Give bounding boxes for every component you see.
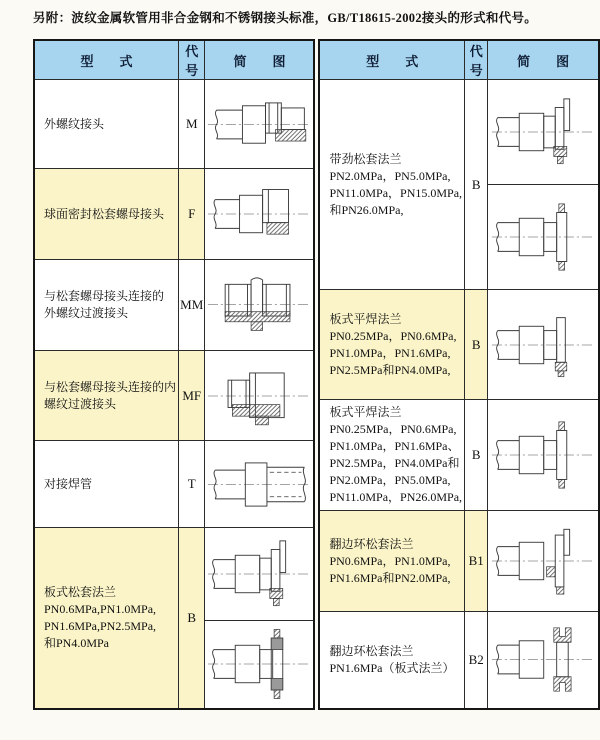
type-label-line: PN1.6MPa,PN2.5MPa,	[44, 618, 157, 633]
left-table-row	[34, 169, 314, 259]
right-table-row	[319, 511, 599, 612]
type-cell	[34, 259, 179, 350]
diagram-cell	[205, 441, 315, 528]
type-label-line: PN11.0MPa，PN26.0MPa,	[329, 490, 463, 504]
right-diagram-header: 简 图	[488, 40, 599, 80]
type-label-line: 带劲松套法兰	[329, 151, 402, 166]
diagram-cell	[205, 169, 315, 259]
diagram-cell	[488, 612, 599, 709]
code-cell: B	[465, 80, 488, 290]
loose-nut-fitting-diagram	[205, 173, 313, 255]
diagram-cell	[488, 80, 599, 185]
plate-flange-diagram	[489, 299, 597, 391]
diagram-cell	[205, 350, 315, 440]
type-label-line: PN0.25MPa，PN0.6MPa,	[329, 328, 457, 343]
type-label-line: PN1.0MPa，PN1.6MPa、	[329, 439, 460, 453]
code-cell: T	[179, 441, 205, 528]
type-label-line: 螺纹过渡接头	[44, 396, 117, 411]
type-label-line: 对接焊管	[44, 476, 93, 491]
type-cell	[319, 80, 464, 290]
male-thread-fitting-diagram	[205, 84, 313, 165]
diagram-cell	[205, 620, 315, 708]
code-cell: B1	[465, 511, 488, 612]
diagram-cell	[205, 528, 315, 620]
right-table-row	[319, 612, 599, 709]
type-label-line: PN2.0MPa，PN5.0MPa,	[329, 473, 451, 487]
left-table-row	[34, 441, 314, 528]
welded-flange-diagram	[489, 191, 597, 283]
type-label-line: 翻边环松套法兰	[329, 536, 414, 551]
type-cell	[34, 528, 179, 709]
type-label-line: 翻边环松套法兰	[329, 643, 414, 658]
type-label-line: 与松套螺母接头连接的内	[44, 379, 177, 394]
type-label-line: 板式松套法兰	[44, 584, 117, 599]
type-label-line: PN2.5MPa和PN4.0MPa,	[329, 362, 451, 377]
left-table-row	[34, 528, 314, 620]
type-label-line: 与松套螺母接头连接的	[44, 288, 165, 303]
neck-flange-diagram	[489, 86, 597, 178]
diagram-cell	[488, 511, 599, 612]
left-code-header: 代号	[179, 40, 205, 80]
type-cell	[319, 290, 464, 400]
code-cell: F	[179, 169, 205, 259]
type-label-line: 和PN26.0MPa,	[329, 202, 404, 217]
type-label-line: PN1.0MPa，PN1.6MPa,	[329, 345, 451, 360]
type-cell	[34, 80, 179, 169]
page-title: 另附：波纹金属软管用非合金钢和不锈钢接头标准，GB/T18615-2002接头的形式和代号。	[33, 11, 538, 25]
type-label-line: PN2.0MPa，PN5.0MPa,	[329, 168, 451, 183]
butt-weld-pipe-diagram	[205, 445, 313, 524]
type-label-line: 外螺纹接头	[44, 116, 105, 131]
type-label-line: 外螺纹过渡接头	[44, 305, 129, 320]
male-female-adapter-diagram	[205, 355, 313, 437]
type-label-line: PN11.0MPa，PN15.0MPa,	[329, 185, 463, 200]
type-label-line: 板式平焊法兰	[329, 405, 402, 419]
code-cell: M	[179, 80, 205, 169]
fittings-table-left	[33, 39, 315, 710]
left-type-header: 型 式	[34, 40, 179, 80]
clamp-flange-diagram	[489, 615, 597, 704]
neck-flange-diagram	[205, 532, 313, 616]
diagram-cell	[488, 400, 599, 511]
type-cell	[34, 169, 179, 259]
type-label-line: PN0.6MPa，PN1.0MPa,	[329, 553, 451, 568]
code-cell: MM	[179, 259, 205, 350]
left-diagram-header: 简 图	[205, 40, 315, 80]
code-cell: B	[465, 290, 488, 400]
right-table-row	[319, 80, 599, 185]
type-label-line: 板式平焊法兰	[329, 311, 402, 326]
fittings-table-group	[33, 39, 600, 710]
welded-flange-diagram	[489, 409, 597, 501]
type-cell	[319, 400, 464, 511]
plate-flange-variant-diagram	[205, 624, 313, 704]
type-cell	[34, 350, 179, 440]
type-cell	[34, 441, 179, 528]
type-label-line: 球面密封松套螺母接头	[44, 206, 165, 221]
diagram-cell	[205, 259, 315, 350]
right-table-row	[319, 290, 599, 400]
code-cell: MF	[179, 350, 205, 440]
left-table-row	[34, 80, 314, 169]
code-cell: B	[179, 528, 205, 709]
type-label-line: PN1.6MPa（板式法兰）	[329, 660, 455, 675]
type-cell	[319, 612, 464, 709]
diagram-cell	[488, 185, 599, 290]
male-male-adapter-diagram	[205, 263, 313, 346]
right-table-row	[319, 400, 599, 511]
left-table-row	[34, 350, 314, 440]
type-label-line: PN1.6MPa和PN2.0MPa,	[329, 570, 451, 585]
type-label-line: 和PN4.0MPa	[44, 635, 110, 650]
type-cell	[319, 511, 464, 612]
code-cell: B	[465, 400, 488, 511]
type-label-line: PN0.25MPa，PN0.6MPa,	[329, 422, 457, 436]
type-label-line: PN0.6MPa,PN1.0MPa,	[44, 601, 157, 616]
flanged-ring-loose-flange-diagram	[489, 515, 597, 607]
fittings-table-right	[318, 39, 600, 710]
diagram-cell	[205, 80, 315, 169]
right-code-header: 代号	[465, 40, 488, 80]
right-type-header: 型 式	[319, 40, 464, 80]
diagram-cell	[488, 290, 599, 400]
code-cell: B2	[465, 612, 488, 709]
type-label-line: PN2.5MPa，PN4.0MPa和	[329, 456, 460, 470]
left-table-row	[34, 259, 314, 350]
